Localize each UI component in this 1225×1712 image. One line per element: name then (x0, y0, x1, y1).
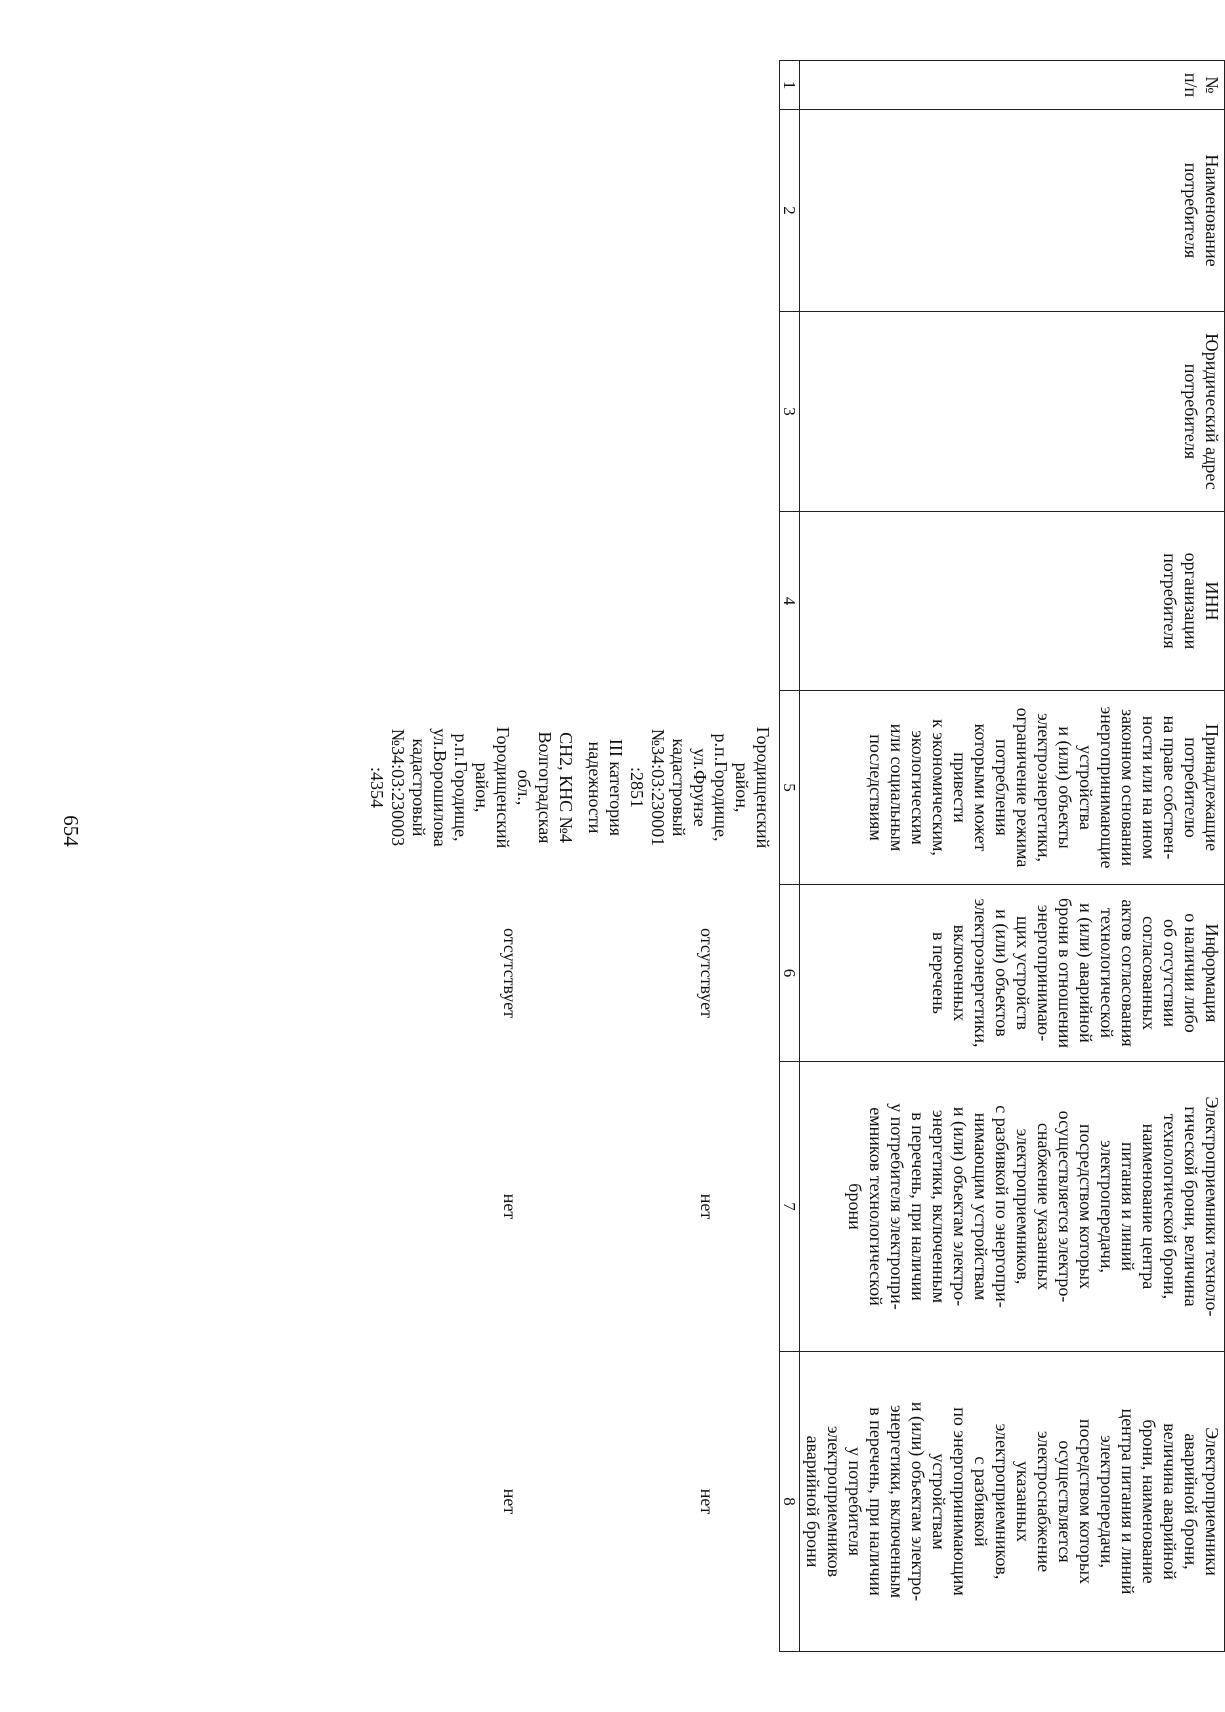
table-row (364, 61, 582, 1652)
header-row (800, 61, 1225, 1652)
header-cell-name: Наименование потребителя (800, 110, 1225, 312)
header-cell-tech-reserve: Электроприемники техноло- гической брони, величина технологической брони, наименование центра питания и линий электропередачи, посредством которых осуществляется электро- снабжение указанных электроприемников, с разбивкой по энергопри- нимающим устройствам и (или) объектам электро- энергетики, включенным в перечень, при наличии у потребителя электропри- емников технологической брони (800, 1062, 1225, 1352)
tech-reserve-value: нет (500, 1193, 520, 1220)
header-cell-inn: ИНН организации потребителя (800, 512, 1225, 691)
header-cell-info: Информация о наличии либо об отсутствии согласованных актов согласования технологической и (или) аварийной брони в отношении энергопринимаю- щих устройств и (или) объектов электроэнергетики, включенных в перечень (800, 885, 1225, 1062)
page-number: 654 (59, 815, 83, 847)
reserve-info: отсутствует (500, 927, 520, 1019)
emergency-reserve-value: нет (500, 1488, 520, 1515)
table-row (582, 61, 780, 1652)
device-address: Городищенский район, р.п.Городище, ул.Фрунзе кадастровый №34:03:230001 :2851 III категория надежности (585, 726, 773, 849)
column-number: 7 (780, 1062, 800, 1352)
column-number: 8 (780, 1352, 800, 1652)
consumer-table (364, 60, 1225, 1652)
rotated-page (115, 60, 1225, 1652)
device-address: СН2, КНС №4 Волгоградская обл., Городищенский район, р.п.Городище, ул.Ворошилова кадастровый №34:03:230003 :4354 (367, 726, 576, 849)
column-number: 1 (780, 61, 800, 110)
column-number: 3 (780, 312, 800, 512)
header-cell-num: № п/п (800, 61, 1225, 110)
column-number: 5 (780, 691, 800, 885)
tech-reserve-value: нет (697, 1193, 717, 1220)
reserve-info: отсутствует (697, 927, 717, 1019)
column-number: 6 (780, 885, 800, 1062)
header-cell-devices: Принадлежащие потребителю на праве собствен- ности или на ином законном основании энергопринимающие устройства и (или) объекты электроэнергетики, ограничение режима потребления которыми может привести к экономическим, экологическим или социальным последствиям (800, 691, 1225, 885)
header-cell-legal-address: Юридический адрес потребителя (800, 312, 1225, 512)
header-cell-emergency-reserve: Электроприемники аварийной брони, величина аварийной брони, наименование центра питания и линий электропередачи, посредством которых осуществляется электроснабжение указанных электроприемников, с разбивкой по энергопринимающим устройствам и (или) объектам электро- энергетики, включенным в перечень, при наличии у потребителя электроприемников аварийной брони (800, 1352, 1225, 1652)
column-number: 4 (780, 512, 800, 691)
column-number: 2 (780, 110, 800, 312)
column-number-row (780, 61, 800, 1652)
emergency-reserve-value: нет (697, 1488, 717, 1515)
